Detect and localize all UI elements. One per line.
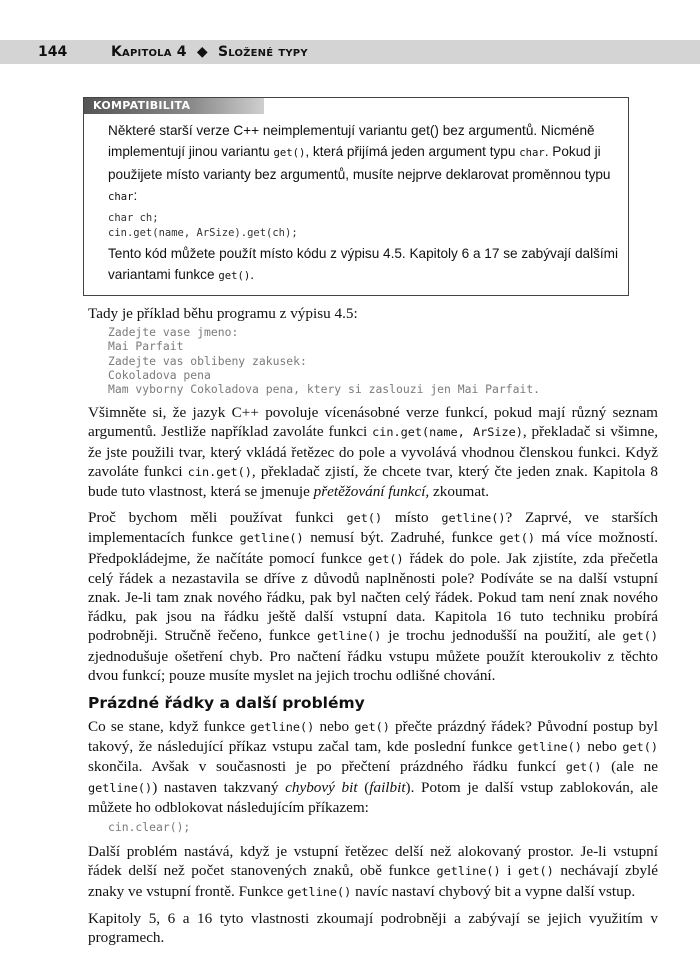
inline-code: getline()	[250, 720, 315, 735]
inline-code: get()	[354, 720, 390, 735]
text-run: místo	[382, 509, 442, 527]
inline-code: get()	[346, 511, 383, 526]
inline-code: getline()	[88, 780, 153, 795]
text-run: Kapitoly 5, 6 a 16 tyto vlastnosti zkoumají podrobněji a zabývají se jejich využitím v programech.	[88, 909, 658, 947]
inline-code: getline()	[441, 511, 506, 526]
page-content	[83, 97, 663, 974]
text-run: Všimněte si, že jazyk C++ povoluje vícenásobné verze funkcí, pokud mají různý seznam argumentů. Jestliže například zavoláte funkci	[88, 404, 658, 441]
text-run: ) nastaven takzvaný	[152, 778, 286, 796]
inline-code: get()	[499, 531, 535, 546]
inline-code: get()	[273, 147, 306, 159]
text-run: ). Potom je další vstup zablokován, ale můžete ho odblokovat následujícím příkazem:	[88, 778, 658, 816]
inline-code: char	[519, 147, 545, 159]
text-run: přečte prázdný řádek? Původní postup byl takový, že následující příkaz vstupu začal tam, kde poslední funkce	[88, 718, 658, 756]
compat-paragraph	[108, 120, 622, 208]
inline-code: get()	[622, 740, 658, 755]
text-run: :	[133, 188, 138, 203]
italic-term: chybový bit	[285, 778, 358, 796]
italic-term: přetěžování funkcí,	[313, 483, 430, 501]
text-run: má více možností. Předpokládejme, že načítáte pomocí funkce	[88, 529, 658, 567]
output-line: Mai Parfait	[108, 339, 184, 354]
section-heading: Prázdné řádky a další problémy	[88, 694, 365, 713]
chapter-title: Složené typy	[217, 44, 308, 60]
inline-code: get()	[518, 864, 554, 879]
text-run: Proč bychom měli používat funkci	[88, 509, 347, 527]
inline-code: getline()	[517, 740, 582, 755]
compat-code	[108, 211, 622, 241]
text-run: zkoumat.	[429, 483, 490, 501]
running-title	[111, 44, 308, 60]
inline-code: cin.get(name, ArSize)	[372, 425, 523, 440]
text-run: Co se stane, když funkce	[88, 718, 251, 736]
inline-code: getline()	[239, 531, 304, 546]
inline-code: getline()	[287, 884, 352, 899]
clear-code: cin.clear();	[108, 820, 191, 835]
text-run: Tento kód můžete použít místo kódu z výpisu 4.5. Kapitoly 6 a 17 se zabývají dalšími variantami funkce	[108, 246, 619, 282]
text-run: Některé starší verze C++ neimplementují variantu get() bez argumentů. Nicméně implementují jinou variantu	[108, 123, 595, 159]
body-text	[88, 304, 658, 947]
text-run: .	[250, 267, 254, 282]
text-run: navíc nastaví chybový bit a vypne další vstup.	[351, 882, 636, 900]
compatibility-box	[83, 97, 629, 296]
inline-code: get()	[218, 270, 251, 282]
text-run: nebo	[314, 718, 355, 736]
text-run: Další problém nastává, když je vstupní řetězec delší než alokovaný prostor. Je-li vstupní řádek delší než počet stanovených znaků, obě funkce	[88, 843, 658, 880]
text-run: nemusí být. Zadruhé, funkce	[303, 529, 500, 547]
text-run: skončila. Avšak v současnosti je po přečtení prázdného řádku funkcí	[88, 758, 566, 776]
output-line: Zadejte vase jmeno:	[108, 325, 239, 340]
text-run: (ale ne	[601, 758, 658, 776]
text-run: (	[357, 778, 370, 796]
running-header	[0, 40, 700, 64]
code-line: char ch;	[108, 212, 159, 224]
paragraph-empty-lines	[88, 717, 658, 817]
paragraph-why-get	[88, 508, 658, 685]
inline-code: get()	[565, 760, 602, 775]
text-run: Tady je příklad běhu programu z výpisu 4.5:	[88, 305, 358, 322]
compat-paragraph	[108, 243, 622, 287]
text-run: . Pokud ji použijete místo varianty bez argumentů, musíte nejprve deklarovat proměnnou typu	[108, 144, 611, 182]
paragraph-chapters	[88, 909, 658, 947]
output-line: Zadejte vas oblibeny zakusek:	[108, 353, 307, 368]
compatibility-label: KOMPATIBILITA	[84, 98, 264, 114]
intro-paragraph	[88, 304, 658, 323]
inline-code: get()	[622, 629, 658, 644]
diamond-separator-icon: ◆	[196, 44, 208, 60]
inline-code: cin.get()	[187, 464, 252, 479]
paragraph-long-input	[88, 842, 658, 902]
output-line: Cokoladova pena	[108, 367, 211, 382]
italic-term: failbit	[369, 778, 406, 796]
text-run: řádek do pole. Jak zjistíte, zda přečetla celý řádek a nezastavila se dříve z důvodů naplněnosti pole? Podíváte se na další vstupní znak. Je-li tam znak nového řádku, pak byl načten celý řádek. Pokud tam není znak nového řádku, pak jsou na řádku ještě další vstupní data. Kapitola 16 tuto techniku probírá podrobněji. Stručně řečeno, funkce	[88, 549, 659, 645]
inline-code: getline()	[317, 629, 382, 644]
output-line: Mam vyborny Cokoladova pena, ktery si zaslouzi jen Mai Parfait.	[108, 382, 541, 397]
paragraph-overload	[88, 403, 658, 501]
chapter-label: Kapitola 4	[111, 44, 187, 60]
inline-code: get()	[367, 551, 404, 566]
text-run: , překladač si všimne, že jste použili tvar, který vkládá řetězec do pole a vyvolává vhodnou členskou funkci. Když zavoláte funkci	[88, 423, 658, 480]
code-line: cin.get(name, ArSize).get(ch);	[108, 227, 298, 239]
text-run: i	[500, 862, 519, 880]
text-run: nechávají zbylé znaky ve vstupní frontě. Funkce	[88, 862, 658, 900]
text-run: nebo	[581, 738, 623, 756]
text-run: zjednodušuje ošetření chyb. Pro načtení řádku vstupu můžete použít kteroukoliv z těchto dvou funkcí; pouze musíte myslet na jejich trochu odlišné chování.	[88, 647, 658, 684]
text-run: ? Zaprvé, ve starších implementacích funkce	[88, 509, 658, 547]
sample-output	[88, 325, 658, 396]
inline-code: char	[108, 191, 134, 203]
page-number: 144	[38, 44, 68, 60]
inline-code: getline()	[436, 864, 501, 879]
text-run: , která přijímá jeden argument typu	[305, 144, 520, 159]
text-run: , překladač zjistí, že chcete tvar, který čte jeden znak. Kapitola 8 bude tuto vlastnost, která se jmenuje	[88, 462, 659, 501]
text-run: je trochu jednodušší na použití, ale	[381, 627, 623, 645]
